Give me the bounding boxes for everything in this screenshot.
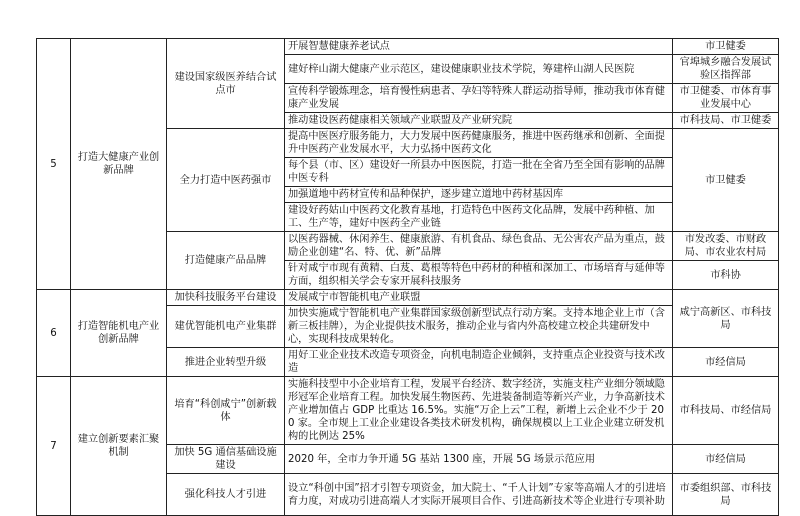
content-cell: 针对咸宁市现有黄精、白芨、葛根等特色中药材的种植和深加工、市场培育与延伸等方面，组织相关学会专家开展科技服务 bbox=[285, 261, 673, 290]
content-cell: 加快实施咸宁智能机电产业集群国家级创新型试点行动方案。支持本地企业上市（含新三板挂牌），为企业提供技术服务，推动企业与省内外高校建立校企共建研发中心，实现科技成果转化。 bbox=[285, 306, 673, 348]
measure-cell: 全力打造中医药强市 bbox=[167, 129, 285, 232]
task-table bbox=[36, 38, 779, 516]
measure-cell: 建优智能机电产业集群 bbox=[167, 306, 285, 348]
measure-cell: 推进企业转型升级 bbox=[167, 348, 285, 377]
content-cell: 推动建设医药健康相关领域产业联盟及产业研究院 bbox=[285, 113, 673, 129]
dept-cell: 市发改委、市财政局、市农业农村局 bbox=[673, 232, 779, 261]
measure-cell: 打造健康产品品牌 bbox=[167, 232, 285, 290]
task-name: 打造智能机电产业创新品牌 bbox=[71, 290, 167, 377]
measure-cell: 加快 5G 通信基础设施建设 bbox=[167, 445, 285, 474]
task-name: 建立创新要素汇聚机制 bbox=[71, 377, 167, 516]
content-cell: 发展咸宁市智能机电产业联盟 bbox=[285, 290, 673, 306]
measure-cell: 培育“科创咸宁”创新载体 bbox=[167, 377, 285, 445]
content-cell: 设立“科创中国”招才引智专项资金，加大院士、“千人计划”专家等高端人才的引进培育力度，对成功引进高端人才实际开展项目合作、引进高新技术等企业进行专项补助 bbox=[285, 474, 673, 516]
content-cell: 建设好药姑山中医药文化教育基地，打造特色中医药文化品牌，发展中药种植、加工、生产等，建好中医药全产业链 bbox=[285, 203, 673, 232]
dept-cell: 官埠城乡融合发展试验区指挥部 bbox=[673, 55, 779, 84]
dept-cell: 市科技局、市经信局 bbox=[673, 377, 779, 445]
measure-cell: 强化科技人才引进 bbox=[167, 474, 285, 516]
row-number: 6 bbox=[37, 290, 71, 377]
dept-cell: 市卫健委 bbox=[673, 129, 779, 232]
task-name: 打造大健康产业创新品牌 bbox=[71, 39, 167, 290]
dept-cell: 市经信局 bbox=[673, 445, 779, 474]
content-cell: 2020 年，全市力争开通 5G 基站 1300 座，开展 5G 场景示范应用 bbox=[285, 445, 673, 474]
content-cell: 每个县（市、区）建设好一所县办中医医院，打造一批在全省乃至全国有影响的品牌中医专科 bbox=[285, 158, 673, 187]
measure-cell: 建设国家级医养结合试点市 bbox=[167, 39, 285, 129]
measure-cell: 加快科技服务平台建设 bbox=[167, 290, 285, 306]
content-cell: 以医药器械、休闲养生、健康旅游、有机食品、绿色食品、无公害农产品为重点，鼓励企业创建“名、特、优、新”品牌 bbox=[285, 232, 673, 261]
content-cell: 实施科技型中小企业培育工程，发展平台经济、数字经济，实施支柱产业细分领域隐形冠军企业培育工程。加快发展生物医药、先进装备制造等新兴产业，力争高新技术产业增加值占 GDP 比重达 16.5%。实施“万企上云”工程，新增上云企业不少于 200 家。全市规上工业企业建设各类技术研发机构，确保规模以上工业企业建立研发机构的比例达 25% bbox=[285, 377, 673, 445]
dept-cell: 市科技局、市卫健委 bbox=[673, 113, 779, 129]
row-number: 7 bbox=[37, 377, 71, 516]
content-cell: 加强道地中药材宣传和品种保护，逐步建立道地中药材基因库 bbox=[285, 187, 673, 203]
dept-cell: 市科协 bbox=[673, 261, 779, 290]
content-cell: 建好梓山湖大健康产业示范区，建设健康职业技术学院，筹建梓山湖人民医院 bbox=[285, 55, 673, 84]
dept-cell: 市卫健委、市体育事业发展中心 bbox=[673, 84, 779, 113]
content-cell: 用好工业企业技术改造专项资金，向机电制造企业倾斜，支持重点企业投资与技术改造 bbox=[285, 348, 673, 377]
dept-cell: 市卫健委 bbox=[673, 39, 779, 55]
dept-cell: 咸宁高新区、市科技局 bbox=[673, 290, 779, 348]
content-cell: 提高中医医疗服务能力，大力发展中医药健康服务，推进中医药继承和创新、全面提升中医药产业发展水平，大力弘扬中医药文化 bbox=[285, 129, 673, 158]
content-cell: 开展智慧健康养老试点 bbox=[285, 39, 673, 55]
content-cell: 宣传科学锻炼理念，培育慢性病患者、孕妇等特殊人群运动指导师，推动我市体育健康产业发展 bbox=[285, 84, 673, 113]
dept-cell: 市委组织部、市科技局 bbox=[673, 474, 779, 516]
dept-cell: 市经信局 bbox=[673, 348, 779, 377]
row-number: 5 bbox=[37, 39, 71, 290]
